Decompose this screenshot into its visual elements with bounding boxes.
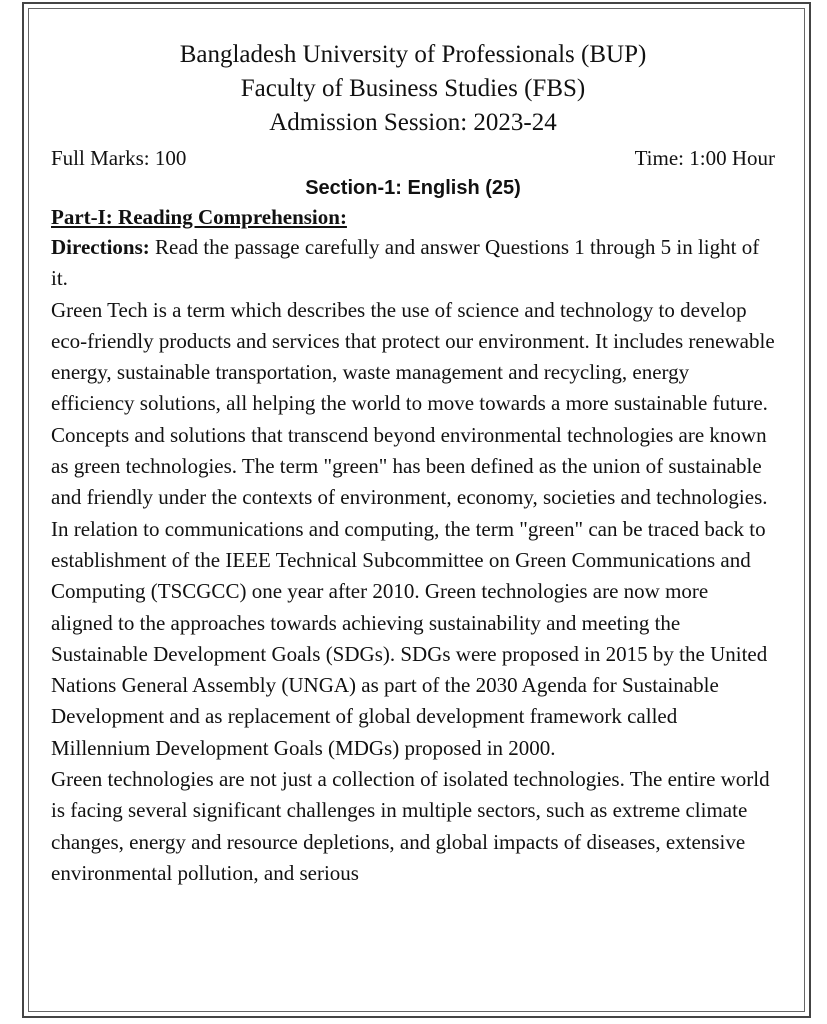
full-marks: Full Marks: 100 (51, 146, 187, 170)
exam-info-row (51, 143, 775, 173)
directions (51, 232, 775, 295)
admission-session: Admission Session: 2023-24 (269, 109, 557, 136)
section-title: Section-1: English (25) (305, 177, 521, 199)
passage-paragraph-1: Green Tech is a term which describes the use of science and technology to develop eco-friendly products and services that protect our environment. It includes renewable energy, sustainable transportation, waste management and recycling, energy efficiency solutions, all helping the world to move towards a more sustainable future. Concepts and solutions that transcend beyond environmental technologies are known as green technologies. The term "green" has been defined as the union of sustainable and friendly under the contexts of environment, economy, societies and technologies. In relation to communications and computing, the term "green" can be traced back to establishment of the IEEE Technical Subcommittee on Green Communications and Computing (TSCGCC) one year after 2010. Green technologies are now more aligned to the approaches towards achieving sustainability and meeting the Sustainable Development Goals (SDGs). SDGs were proposed in 2015 by the United Nations General Assembly (UNGA) as part of the 2030 Agenda for Sustainable Development and as replacement of global development framework called Millennium Development Goals (MDGs) proposed in 2000. (51, 297, 775, 760)
faculty-name: Faculty of Business Studies (FBS) (240, 75, 586, 102)
university-name: Bangladesh University of Professionals (BUP) (179, 41, 647, 68)
part-title: Part-I: Reading Comprehension: (51, 205, 347, 229)
passage-paragraph-2: Green technologies are not just a collection of isolated technologies. The entire world is facing several significant challenges in multiple sectors, such as extreme climate changes, energy and resource depletions, and global impacts of diseases, extensive environmental pollution, and serious (51, 767, 770, 885)
directions-label: Directions: (51, 235, 150, 259)
exam-document (51, 38, 775, 889)
directions-text: Read the passage carefully and answer Questions 1 through 5 in light of it. (51, 235, 760, 291)
exam-time: Time: 1:00 Hour (634, 146, 775, 170)
